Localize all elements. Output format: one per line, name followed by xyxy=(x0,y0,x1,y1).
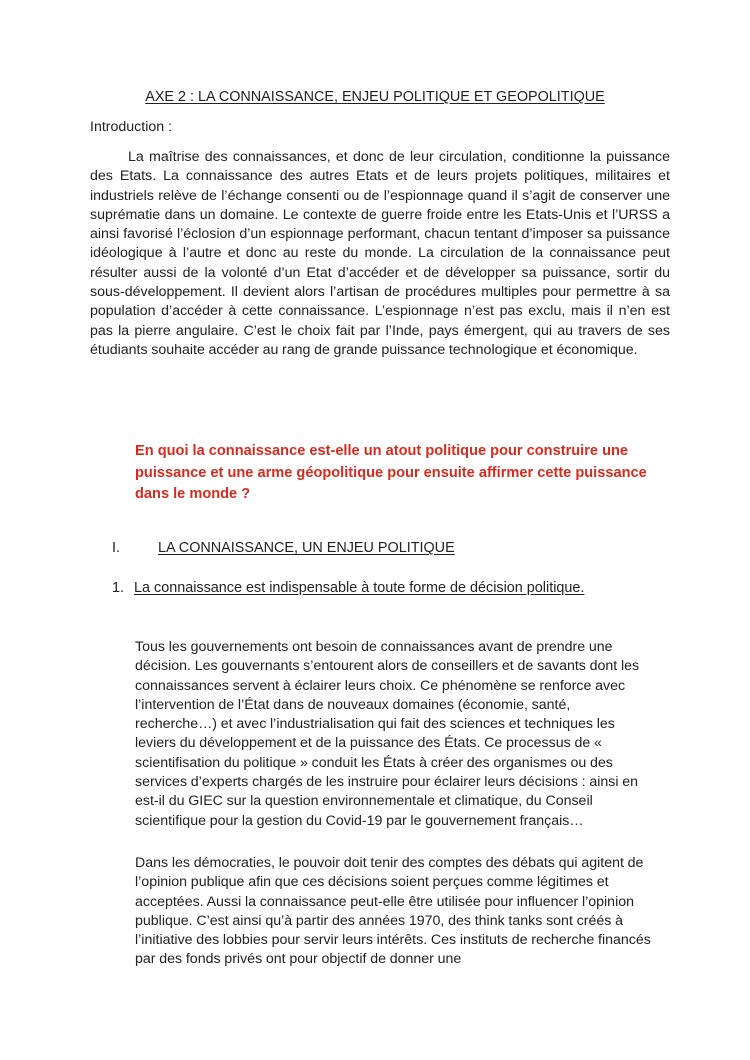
subsection-title: La connaissance est indispensable à toute forme de décision politique. xyxy=(134,580,585,596)
section-title: LA CONNAISSANCE, UN ENJEU POLITIQUE xyxy=(158,540,455,556)
section-heading xyxy=(112,540,455,556)
section-number: I. xyxy=(112,540,120,556)
introduction-paragraph: La maîtrise des connaissances, et donc de leur circulation, conditionne la puissance des Etats. La connaissance des autres Etats et de leurs projets politiques, militaires et industriels relève de l’échange consenti ou de l’espionnage quand il s’agit de conserver une suprématie dans un domaine. Le contexte de guerre froide entre les Etats-Unis et l’URSS a ainsi favorisé l’éclosion d’un espionnage performant, chacun tentant d’imposer sa puissance idéologique à l’autre et donc au reste du monde. La circulation de la connaissance peut résulter aussi de la volonté d’un Etat d’accéder et de développer sa puissance, sortir du sous-développement. Il devient alors l’artisan de procédures multiples pour permettre à sa population d’accéder à cette connaissance. L’espionnage n’est pas exclu, mais il n’en est pas la pierre angulaire. C’est le choix fait par l’Inde, pays émergent, qui au travers de ses étudiants souhaite accéder au rang de grande puissance technologique et économique. xyxy=(90,149,670,358)
body-paragraph-2: Tous les gouvernements ont besoin de connaissances avant de prendre une décision. Les gouvernants s’entourent alors de conseillers et de savants dont les connaissances servent à éclairer leurs choix. Ce phénomène se renforce avec l’intervention de l’État dans de nouveaux domaines (économie, santé, recherche…) et avec l’industrialisation qui fait des sciences et techniques les leviers du développement et de la puissance des États. Ce processus de « scientifisation du politique » conduit les États à créer des organismes ou des services d’experts chargés de les instruire pour éclairer leurs décisions : ainsi en est-il du GIEC sur la question environnementale et climatique, du Conseil scientifique pour la gestion du Covid-19 par le gouvernement français… xyxy=(135,639,640,829)
document-title: AXE 2 : LA CONNAISSANCE, ENJEU POLITIQUE ET GEOPOLITIQUE xyxy=(145,89,605,105)
subsection-heading xyxy=(112,580,584,596)
body-paragraph-3: Dans les démocraties, le pouvoir doit tenir des comptes des débats qui agitent de l’opinion publique afin que ces décisions soient perçues comme légitimes et acceptées. Aussi la connaissance peut-elle être utilisée pour influencer l’opinion publique. C’est ainsi qu’à partir des années 1970, des think tanks sont créés à l’initiative des lobbies pour servir leurs intérêts. Ces instituts de recherche financés par des fonds privés ont pour objectif de donner une xyxy=(135,855,651,968)
subsection-number: 1. xyxy=(112,580,125,596)
problem-question: En quoi la connaissance est-elle un atout politique pour construire une puissance et une arme géopolitique pour ensuite affirmer cette puissance dans le monde ? xyxy=(135,443,647,502)
introduction-label: Introduction : xyxy=(90,119,173,135)
